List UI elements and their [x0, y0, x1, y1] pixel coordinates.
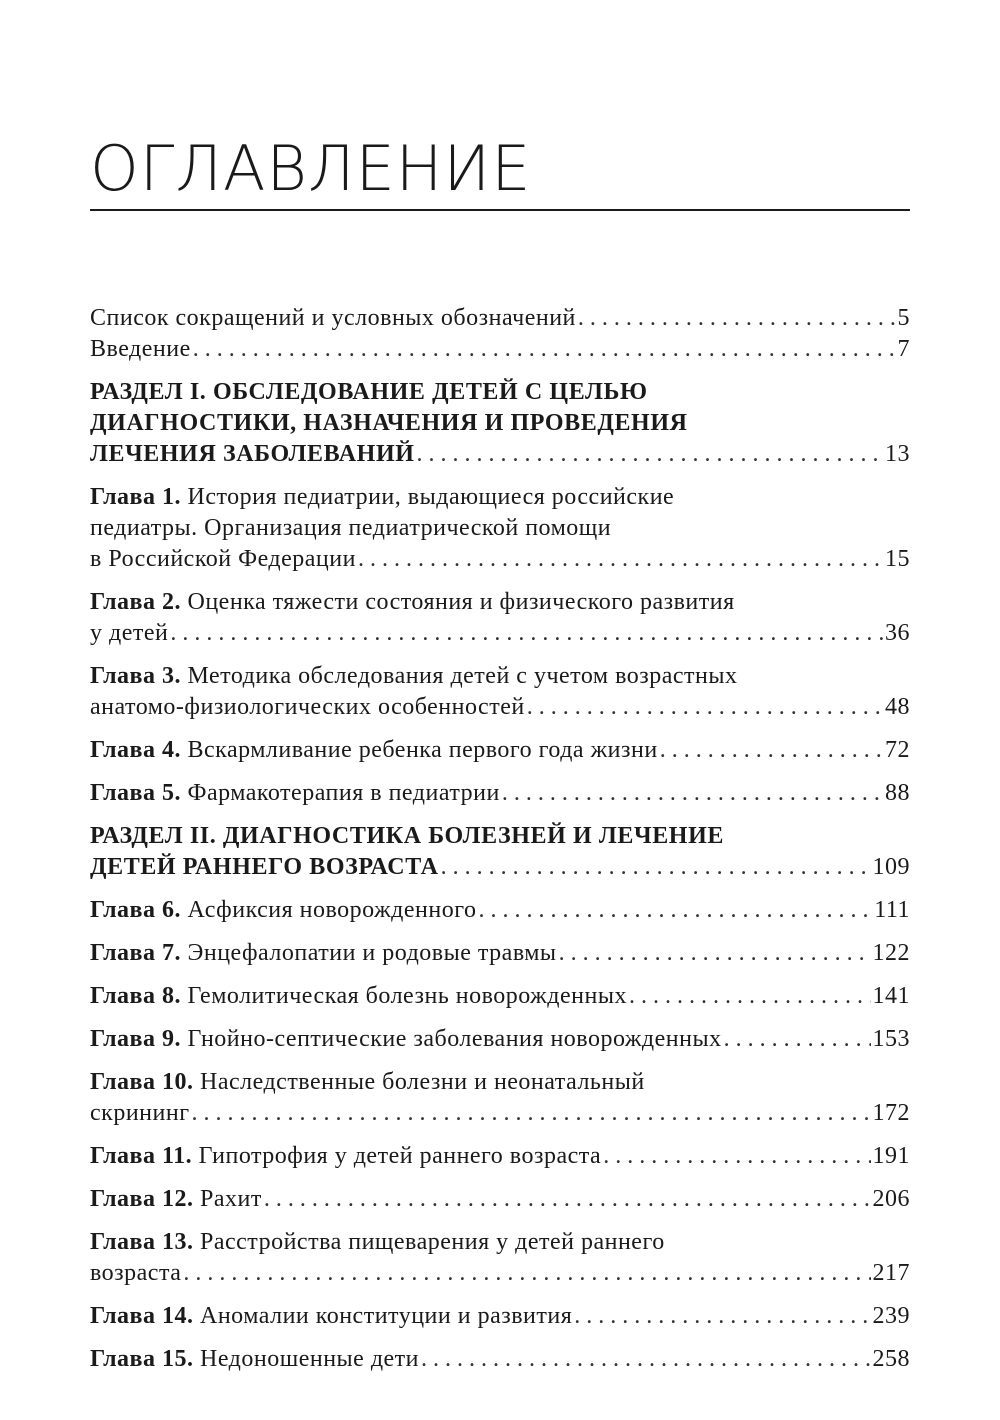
toc-entry-title: ЛЕЧЕНИЯ ЗАБОЛЕВАНИЙ	[90, 441, 415, 467]
dot-leader	[724, 1024, 871, 1055]
toc-entry[interactable]	[90, 482, 910, 575]
toc-entry[interactable]	[90, 1141, 910, 1172]
toc-entry-text-line: РАЗДЕЛ II. ДИАГНОСТИКА БОЛЕЗНЕЙ И ЛЕЧЕНИЕ	[90, 823, 724, 849]
page-number: 109	[872, 854, 910, 880]
page-number: 7	[897, 336, 910, 362]
toc-entry-text-line: Глава 1. История педиатрии, выдающиеся российские	[90, 484, 675, 510]
dot-leader	[660, 735, 883, 766]
toc-entry-title: ДЕТЕЙ РАННЕГО ВОЗРАСТА	[90, 854, 439, 880]
dot-leader	[629, 981, 871, 1012]
page-number: 48	[885, 694, 910, 720]
toc-entry[interactable]	[90, 1184, 910, 1215]
page-number: 206	[872, 1186, 910, 1212]
toc-entry-title: в Российской Федерации	[90, 546, 356, 572]
chapter-label: Глава 12.	[90, 1186, 200, 1212]
dot-leader	[170, 618, 883, 649]
toc-entry-title: Глава 5. Фармакотерапия в педиатрии	[90, 780, 500, 806]
toc-entry[interactable]	[90, 1301, 910, 1332]
toc-entry-title: Глава 12. Рахит	[90, 1186, 262, 1212]
toc-entry[interactable]	[90, 778, 910, 809]
chapter-label: Глава 3.	[90, 663, 188, 689]
dot-leader	[603, 1141, 870, 1172]
page-number: 13	[885, 441, 910, 467]
chapter-label: Глава 14.	[90, 1303, 200, 1329]
toc-entry-text-line: Глава 2. Оценка тяжести состояния и физического развития	[90, 589, 735, 615]
page-number: 72	[885, 737, 910, 763]
dot-leader	[478, 895, 872, 926]
toc-entry-title: Глава 11. Гипотрофия у детей раннего возраста	[90, 1143, 602, 1169]
chapter-label: Глава 8.	[90, 983, 188, 1009]
page-number: 141	[872, 983, 910, 1009]
page-number: 172	[872, 1100, 910, 1126]
chapter-label: Глава 9.	[90, 1026, 188, 1052]
dot-leader	[527, 692, 883, 723]
chapter-label: Глава 10.	[90, 1069, 200, 1095]
toc-entry[interactable]	[90, 334, 910, 365]
page-number: 88	[885, 780, 910, 806]
toc-entry[interactable]	[90, 938, 910, 969]
chapter-label: Глава 11.	[90, 1143, 199, 1169]
dot-leader	[416, 439, 883, 470]
toc-entry-title: Глава 9. Гнойно-септические заболевания новорожденных	[90, 1026, 722, 1052]
title-divider	[90, 209, 910, 211]
chapter-label: Глава 13.	[90, 1229, 200, 1255]
toc-entry-title: скрининг	[90, 1100, 190, 1126]
toc-entry-text-line: Глава 13. Расстройства пищеварения у детей раннего	[90, 1229, 665, 1255]
toc-entry[interactable]	[90, 1067, 910, 1129]
chapter-label: Глава 5.	[90, 780, 188, 806]
toc-section-entry[interactable]	[90, 377, 910, 470]
chapter-label: Глава 15.	[90, 1346, 200, 1372]
page-number: 5	[897, 305, 910, 331]
toc-entry-title: анатомо-физиологических особенностей	[90, 694, 525, 720]
table-of-contents	[90, 303, 910, 1387]
dot-leader	[192, 1098, 871, 1129]
toc-entry[interactable]	[90, 1024, 910, 1055]
toc-entry-title: Глава 8. Гемолитическая болезнь новорожденных	[90, 983, 627, 1009]
toc-entry-title: возраста	[90, 1260, 182, 1286]
toc-entry[interactable]	[90, 1344, 910, 1375]
page-number: 111	[874, 897, 910, 923]
dot-leader	[574, 1301, 870, 1332]
toc-entry-text-line: ДИАГНОСТИКИ, НАЗНАЧЕНИЯ И ПРОВЕДЕНИЯ	[90, 410, 688, 436]
chapter-label: Глава 1.	[90, 484, 188, 510]
toc-entry-title: Глава 15. Недоношенные дети	[90, 1346, 420, 1372]
toc-entry-title: Глава 6. Асфиксия новорожденного	[90, 897, 477, 923]
toc-entry[interactable]	[90, 661, 910, 723]
page-number: 153	[872, 1026, 910, 1052]
dot-leader	[183, 1258, 870, 1289]
page-number: 191	[872, 1143, 910, 1169]
page-number: 239	[872, 1303, 910, 1329]
toc-entry-title: Глава 4. Вскармливание ребенка первого года жизни	[90, 737, 658, 763]
page-number: 258	[872, 1346, 910, 1372]
dot-leader	[358, 544, 883, 575]
toc-entry-text-line: РАЗДЕЛ I. ОБСЛЕДОВАНИЕ ДЕТЕЙ С ЦЕЛЬЮ	[90, 379, 648, 405]
chapter-label: Глава 2.	[90, 589, 188, 615]
dot-leader	[421, 1344, 870, 1375]
toc-entry[interactable]	[90, 735, 910, 766]
page-title: ОГЛАВЛЕНИЕ	[90, 132, 532, 205]
toc-entry[interactable]	[90, 1227, 910, 1289]
chapter-label: Глава 6.	[90, 897, 188, 923]
dot-leader	[441, 852, 871, 883]
toc-section-entry[interactable]	[90, 821, 910, 883]
dot-leader	[264, 1184, 871, 1215]
toc-entry-text-line: Глава 10. Наследственные болезни и неонатальный	[90, 1069, 645, 1095]
dot-leader	[578, 303, 896, 334]
dot-leader	[193, 334, 896, 365]
chapter-label: Глава 4.	[90, 737, 188, 763]
page-number: 15	[885, 546, 910, 572]
toc-entry-title: Глава 7. Энцефалопатии и родовые травмы	[90, 940, 557, 966]
toc-entry[interactable]	[90, 981, 910, 1012]
page-number: 36	[885, 620, 910, 646]
toc-entry-title: у детей	[90, 620, 169, 646]
toc-entry-text-line: педиатры. Организация педиатрической помощи	[90, 515, 612, 541]
dot-leader	[559, 938, 871, 969]
toc-entry-title: Глава 14. Аномалии конституции и развития	[90, 1303, 573, 1329]
chapter-label: Глава 7.	[90, 940, 188, 966]
page-number: 217	[872, 1260, 910, 1286]
toc-entry[interactable]	[90, 895, 910, 926]
toc-entry[interactable]	[90, 587, 910, 649]
toc-entry[interactable]	[90, 303, 910, 334]
toc-entry-title: Список сокращений и условных обозначений	[90, 305, 576, 331]
page-number: 122	[872, 940, 910, 966]
toc-entry-text-line: Глава 3. Методика обследования детей с учетом возрастных	[90, 663, 738, 689]
toc-entry-title: Введение	[90, 336, 191, 362]
dot-leader	[502, 778, 883, 809]
